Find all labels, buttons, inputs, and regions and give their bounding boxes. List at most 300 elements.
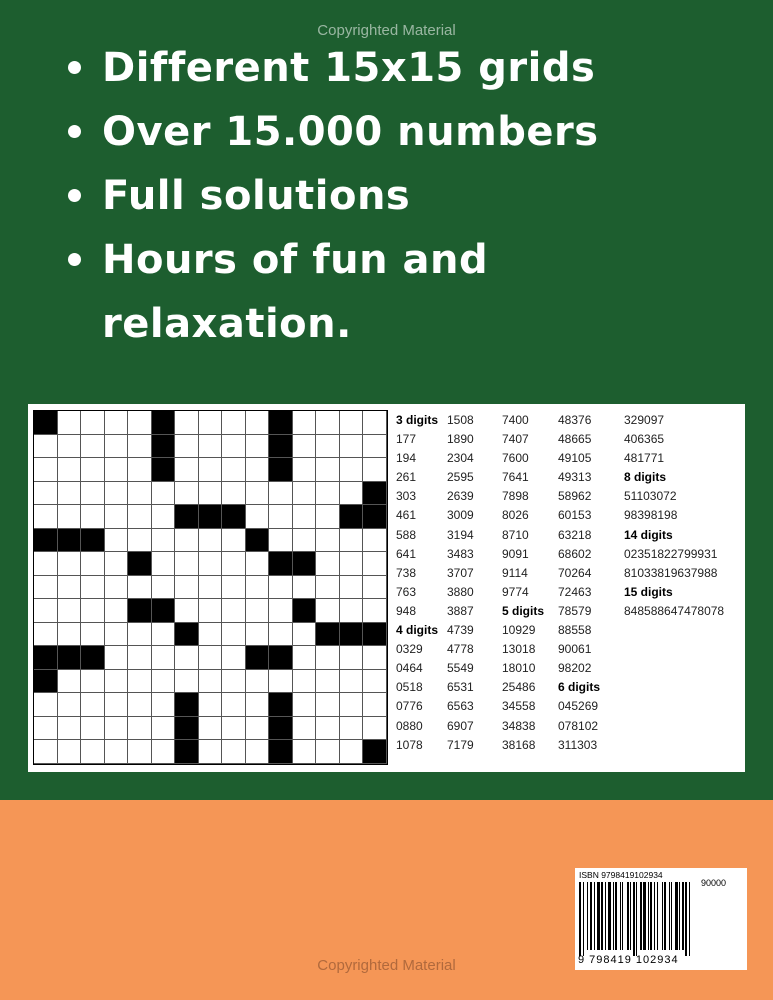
number-entry: 98398198 <box>624 508 678 523</box>
grid-empty-cell <box>81 623 105 647</box>
grid-empty-cell <box>293 458 317 482</box>
number-entry: 045269 <box>558 699 599 714</box>
grid-empty-cell <box>340 411 364 435</box>
watermark-bottom: Copyrighted Material <box>317 957 456 974</box>
grid-empty-cell <box>128 435 152 459</box>
barcode-bar <box>605 882 606 950</box>
grid-empty-cell <box>293 505 317 529</box>
feature-item <box>64 36 599 100</box>
grid-empty-cell <box>128 576 152 600</box>
grid-empty-cell <box>58 458 82 482</box>
barcode-box <box>575 868 747 970</box>
grid-empty-cell <box>363 458 387 482</box>
grid-empty-cell <box>105 435 129 459</box>
grid-empty-cell <box>58 482 82 506</box>
grid-empty-cell <box>293 740 317 764</box>
grid-empty-cell <box>246 458 270 482</box>
number-entry: 98202 <box>558 661 592 676</box>
grid-empty-cell <box>199 670 223 694</box>
grid-empty-cell <box>34 576 58 600</box>
number-entry: 461 <box>396 508 417 523</box>
barcode-bar <box>613 882 614 950</box>
number-entry: 6907 <box>447 718 474 733</box>
grid-empty-cell <box>58 411 82 435</box>
number-entry: 848588647478078 <box>624 603 725 618</box>
grid-empty-cell <box>105 740 129 764</box>
grid-block-cell <box>175 623 199 647</box>
number-entry: 34558 <box>502 699 536 714</box>
ean-digits: 9 798419 102934 <box>578 954 679 966</box>
grid-block-cell <box>222 505 246 529</box>
grid-empty-cell <box>175 552 199 576</box>
grid-empty-cell <box>81 740 105 764</box>
grid-empty-cell <box>175 482 199 506</box>
grid-empty-cell <box>222 411 246 435</box>
grid-empty-cell <box>269 505 293 529</box>
grid-empty-cell <box>293 529 317 553</box>
number-entry: 3009 <box>447 508 474 523</box>
grid-block-cell <box>293 599 317 623</box>
grid-empty-cell <box>34 552 58 576</box>
grid-empty-cell <box>58 740 82 764</box>
grid-empty-cell <box>363 529 387 553</box>
number-entry: 406365 <box>624 432 665 447</box>
barcode-bar <box>662 882 663 950</box>
number-entry: 6563 <box>447 699 474 714</box>
barcode-bar <box>630 882 631 950</box>
number-entry: 78579 <box>558 603 592 618</box>
grid-block-cell <box>363 505 387 529</box>
grid-empty-cell <box>152 576 176 600</box>
grid-empty-cell <box>105 599 129 623</box>
grid-empty-cell <box>128 693 152 717</box>
grid-empty-cell <box>316 505 340 529</box>
grid-empty-cell <box>246 740 270 764</box>
grid-empty-cell <box>81 435 105 459</box>
number-entry: 3880 <box>447 584 474 599</box>
puzzle-sample-panel <box>28 404 745 772</box>
grid-empty-cell <box>81 693 105 717</box>
grid-empty-cell <box>105 529 129 553</box>
grid-empty-cell <box>222 552 246 576</box>
grid-empty-cell <box>246 717 270 741</box>
number-entry: 02351822799931 <box>624 546 718 561</box>
grid-empty-cell <box>222 693 246 717</box>
isbn-label: ISBN 9798419102934 <box>579 870 663 880</box>
price-code: 90000 <box>701 878 727 888</box>
grid-empty-cell <box>81 411 105 435</box>
grid-empty-cell <box>128 717 152 741</box>
grid-empty-cell <box>34 623 58 647</box>
grid-empty-cell <box>316 740 340 764</box>
grid-block-cell <box>34 411 58 435</box>
grid-empty-cell <box>199 740 223 764</box>
grid-empty-cell <box>269 529 293 553</box>
number-entry: 34838 <box>502 718 536 733</box>
grid-block-cell <box>34 529 58 553</box>
grid-empty-cell <box>246 693 270 717</box>
grid-empty-cell <box>81 576 105 600</box>
grid-empty-cell <box>316 717 340 741</box>
grid-empty-cell <box>105 505 129 529</box>
number-entry: 194 <box>396 451 417 466</box>
grid-block-cell <box>58 646 82 670</box>
number-entry: 2595 <box>447 470 474 485</box>
grid-empty-cell <box>269 482 293 506</box>
feature-list <box>64 36 599 356</box>
grid-empty-cell <box>363 552 387 576</box>
grid-empty-cell <box>175 411 199 435</box>
grid-empty-cell <box>293 411 317 435</box>
number-entry: 3194 <box>447 527 474 542</box>
grid-empty-cell <box>222 482 246 506</box>
grid-empty-cell <box>152 740 176 764</box>
grid-empty-cell <box>152 623 176 647</box>
grid-empty-cell <box>316 435 340 459</box>
number-entry: 3483 <box>447 546 474 561</box>
grid-empty-cell <box>81 505 105 529</box>
number-entry: 48665 <box>558 432 592 447</box>
grid-block-cell <box>269 717 293 741</box>
grid-empty-cell <box>175 670 199 694</box>
grid-empty-cell <box>105 458 129 482</box>
grid-empty-cell <box>222 458 246 482</box>
grid-empty-cell <box>105 693 129 717</box>
barcode-bar <box>671 882 672 950</box>
number-entry: 6531 <box>447 680 474 695</box>
barcode-bar <box>636 882 637 956</box>
grid-block-cell <box>152 599 176 623</box>
grid-block-cell <box>152 411 176 435</box>
grid-empty-cell <box>246 623 270 647</box>
grid-block-cell <box>175 505 199 529</box>
number-entry: 329097 <box>624 413 665 427</box>
grid-empty-cell <box>105 670 129 694</box>
grid-empty-cell <box>340 482 364 506</box>
number-entry: 3707 <box>447 565 474 580</box>
grid-block-cell <box>246 529 270 553</box>
number-entry: 90061 <box>558 642 592 657</box>
grid-empty-cell <box>128 529 152 553</box>
barcode-bar <box>654 882 655 950</box>
bullet-dot-icon <box>68 253 81 266</box>
grid-empty-cell <box>175 529 199 553</box>
grid-empty-cell <box>34 693 58 717</box>
grid-block-cell <box>34 670 58 694</box>
grid-empty-cell <box>199 435 223 459</box>
number-entry: 0776 <box>396 699 423 714</box>
grid-empty-cell <box>199 599 223 623</box>
grid-empty-cell <box>293 576 317 600</box>
grid-block-cell <box>363 740 387 764</box>
grid-empty-cell <box>152 717 176 741</box>
grid-empty-cell <box>199 411 223 435</box>
number-entry: 948 <box>396 603 417 618</box>
number-entry: 3887 <box>447 603 474 618</box>
grid-empty-cell <box>81 552 105 576</box>
grid-empty-cell <box>363 670 387 694</box>
number-entry: 8710 <box>502 527 529 542</box>
grid-empty-cell <box>363 576 387 600</box>
number-entry: 7600 <box>502 451 529 466</box>
number-entry: 7400 <box>502 413 529 427</box>
grid-empty-cell <box>246 599 270 623</box>
barcode-bar <box>650 882 652 950</box>
grid-empty-cell <box>363 646 387 670</box>
number-entry: 078102 <box>558 718 599 733</box>
grid-empty-cell <box>316 458 340 482</box>
digit-group-heading: 4 digits <box>396 623 439 638</box>
grid-empty-cell <box>316 411 340 435</box>
grid-block-cell <box>81 529 105 553</box>
grid-empty-cell <box>340 740 364 764</box>
grid-empty-cell <box>152 552 176 576</box>
grid-block-cell <box>175 717 199 741</box>
digit-group-heading: 3 digits <box>396 413 439 427</box>
barcode-bar <box>689 882 690 956</box>
grid-empty-cell <box>222 435 246 459</box>
grid-block-cell <box>269 411 293 435</box>
grid-empty-cell <box>363 435 387 459</box>
grid-empty-cell <box>152 505 176 529</box>
grid-empty-cell <box>58 552 82 576</box>
grid-empty-cell <box>175 646 199 670</box>
grid-empty-cell <box>175 435 199 459</box>
grid-empty-cell <box>199 458 223 482</box>
number-entry: 0464 <box>396 661 423 676</box>
number-entry: 1508 <box>447 413 474 427</box>
grid-empty-cell <box>293 646 317 670</box>
number-entry: 7641 <box>502 470 529 485</box>
feature-text: Over 15.000 numbers <box>102 109 599 155</box>
grid-empty-cell <box>128 670 152 694</box>
grid-empty-cell <box>246 576 270 600</box>
number-entry: 0880 <box>396 718 423 733</box>
grid-empty-cell <box>128 740 152 764</box>
grid-empty-cell <box>246 435 270 459</box>
number-entry: 1078 <box>396 737 423 752</box>
number-entry: 2304 <box>447 451 474 466</box>
grid-empty-cell <box>363 411 387 435</box>
grid-block-cell <box>269 646 293 670</box>
grid-block-cell <box>269 458 293 482</box>
grid-empty-cell <box>340 646 364 670</box>
grid-block-cell <box>293 552 317 576</box>
barcode-bar <box>594 882 595 950</box>
grid-empty-cell <box>58 623 82 647</box>
grid-empty-cell <box>199 693 223 717</box>
feature-text: Full solutions <box>102 173 411 219</box>
grid-empty-cell <box>316 670 340 694</box>
grid-empty-cell <box>105 623 129 647</box>
grid-empty-cell <box>222 529 246 553</box>
grid-empty-cell <box>316 482 340 506</box>
number-entry: 2639 <box>447 489 474 504</box>
grid-empty-cell <box>293 670 317 694</box>
grid-empty-cell <box>340 458 364 482</box>
grid-empty-cell <box>105 576 129 600</box>
barcode-bar <box>643 882 646 950</box>
grid-empty-cell <box>175 458 199 482</box>
grid-empty-cell <box>293 717 317 741</box>
grid-empty-cell <box>199 717 223 741</box>
grid-block-cell <box>363 482 387 506</box>
grid-empty-cell <box>81 717 105 741</box>
number-entry: 49105 <box>558 451 592 466</box>
barcode-bar <box>627 882 629 950</box>
grid-block-cell <box>269 435 293 459</box>
barcode-bar <box>669 882 670 950</box>
grid-empty-cell <box>58 505 82 529</box>
number-entry: 9091 <box>502 546 529 561</box>
grid-empty-cell <box>199 482 223 506</box>
grid-empty-cell <box>105 482 129 506</box>
grid-empty-cell <box>128 482 152 506</box>
grid-empty-cell <box>222 599 246 623</box>
grid-empty-cell <box>81 599 105 623</box>
barcode-bar <box>657 882 658 950</box>
grid-block-cell <box>152 435 176 459</box>
grid-block-cell <box>199 505 223 529</box>
number-entry: 641 <box>396 546 417 561</box>
feature-text: Hours of fun and <box>102 237 489 283</box>
grid-empty-cell <box>222 646 246 670</box>
number-entry: 4739 <box>447 623 474 638</box>
grid-block-cell <box>269 552 293 576</box>
grid-empty-cell <box>128 505 152 529</box>
feature-text: Different 15x15 grids <box>102 45 596 91</box>
grid-empty-cell <box>81 482 105 506</box>
barcode-bar <box>587 882 588 950</box>
number-entry: 25486 <box>502 680 536 695</box>
feature-item <box>64 100 599 164</box>
grid-empty-cell <box>363 717 387 741</box>
grid-empty-cell <box>316 552 340 576</box>
grid-empty-cell <box>316 646 340 670</box>
grid-empty-cell <box>34 599 58 623</box>
grid-empty-cell <box>340 552 364 576</box>
barcode-bar <box>615 882 617 950</box>
number-entry: 38168 <box>502 737 536 752</box>
grid-empty-cell <box>340 717 364 741</box>
grid-empty-cell <box>340 693 364 717</box>
grid-empty-cell <box>269 623 293 647</box>
barcode-bar <box>608 882 611 950</box>
grid-empty-cell <box>199 623 223 647</box>
grid-empty-cell <box>199 529 223 553</box>
grid-empty-cell <box>340 599 364 623</box>
grid-block-cell <box>340 623 364 647</box>
digit-group-heading: 14 digits <box>624 527 673 542</box>
grid-empty-cell <box>34 505 58 529</box>
grid-block-cell <box>316 623 340 647</box>
grid-empty-cell <box>246 482 270 506</box>
grid-empty-cell <box>34 435 58 459</box>
grid-block-cell <box>152 458 176 482</box>
grid-empty-cell <box>340 529 364 553</box>
grid-block-cell <box>246 646 270 670</box>
grid-block-cell <box>175 693 199 717</box>
grid-empty-cell <box>34 458 58 482</box>
number-entry: 9774 <box>502 584 529 599</box>
grid-empty-cell <box>246 670 270 694</box>
grid-empty-cell <box>105 717 129 741</box>
grid-empty-cell <box>58 717 82 741</box>
number-entry: 763 <box>396 584 417 599</box>
grid-empty-cell <box>222 740 246 764</box>
number-entry: 72463 <box>558 584 592 599</box>
grid-empty-cell <box>58 435 82 459</box>
grid-block-cell <box>81 646 105 670</box>
grid-empty-cell <box>105 552 129 576</box>
grid-empty-cell <box>222 576 246 600</box>
number-entry: 60153 <box>558 508 592 523</box>
grid-empty-cell <box>293 482 317 506</box>
feature-text-continuation: relaxation. <box>102 301 352 347</box>
grid-empty-cell <box>316 599 340 623</box>
grid-block-cell <box>58 529 82 553</box>
number-entry: 1890 <box>447 432 474 447</box>
number-entry: 261 <box>396 470 417 485</box>
grid-empty-cell <box>199 646 223 670</box>
number-entry: 0518 <box>396 680 423 695</box>
grid-empty-cell <box>34 740 58 764</box>
grid-empty-cell <box>199 552 223 576</box>
grid-empty-cell <box>363 599 387 623</box>
grid-empty-cell <box>58 576 82 600</box>
number-entry: 7179 <box>447 737 474 752</box>
barcode-bar <box>648 882 649 950</box>
digit-group-heading: 6 digits <box>558 680 601 695</box>
grid-empty-cell <box>340 670 364 694</box>
number-entry: 81033819637988 <box>624 565 718 580</box>
grid-empty-cell <box>199 576 223 600</box>
grid-empty-cell <box>152 646 176 670</box>
grid-empty-cell <box>222 717 246 741</box>
grid-block-cell <box>269 740 293 764</box>
grid-empty-cell <box>105 646 129 670</box>
grid-empty-cell <box>152 482 176 506</box>
barcode-bar <box>685 882 687 956</box>
number-entry: 311303 <box>558 737 598 752</box>
grid-empty-cell <box>269 599 293 623</box>
grid-empty-cell <box>81 670 105 694</box>
number-entry: 49313 <box>558 470 592 485</box>
number-entry: 177 <box>396 432 417 447</box>
grid-empty-cell <box>293 435 317 459</box>
grid-block-cell <box>340 505 364 529</box>
feature-item <box>64 164 599 228</box>
grid-block-cell <box>363 623 387 647</box>
grid-empty-cell <box>316 529 340 553</box>
number-entry: 68602 <box>558 546 592 561</box>
barcode-bar <box>622 882 623 950</box>
number-entry: 303 <box>396 489 417 504</box>
grid-empty-cell <box>58 599 82 623</box>
number-entry: 13018 <box>502 642 536 657</box>
number-entry: 0329 <box>396 642 423 657</box>
puzzle-grid <box>33 410 388 765</box>
barcode-bar <box>682 882 684 950</box>
number-entry: 7898 <box>502 489 529 504</box>
grid-block-cell <box>128 599 152 623</box>
number-entry: 4778 <box>447 642 474 657</box>
barcode-bar <box>597 882 600 950</box>
grid-empty-cell <box>175 576 199 600</box>
grid-empty-cell <box>316 576 340 600</box>
grid-empty-cell <box>105 411 129 435</box>
barcode-bar <box>664 882 666 950</box>
